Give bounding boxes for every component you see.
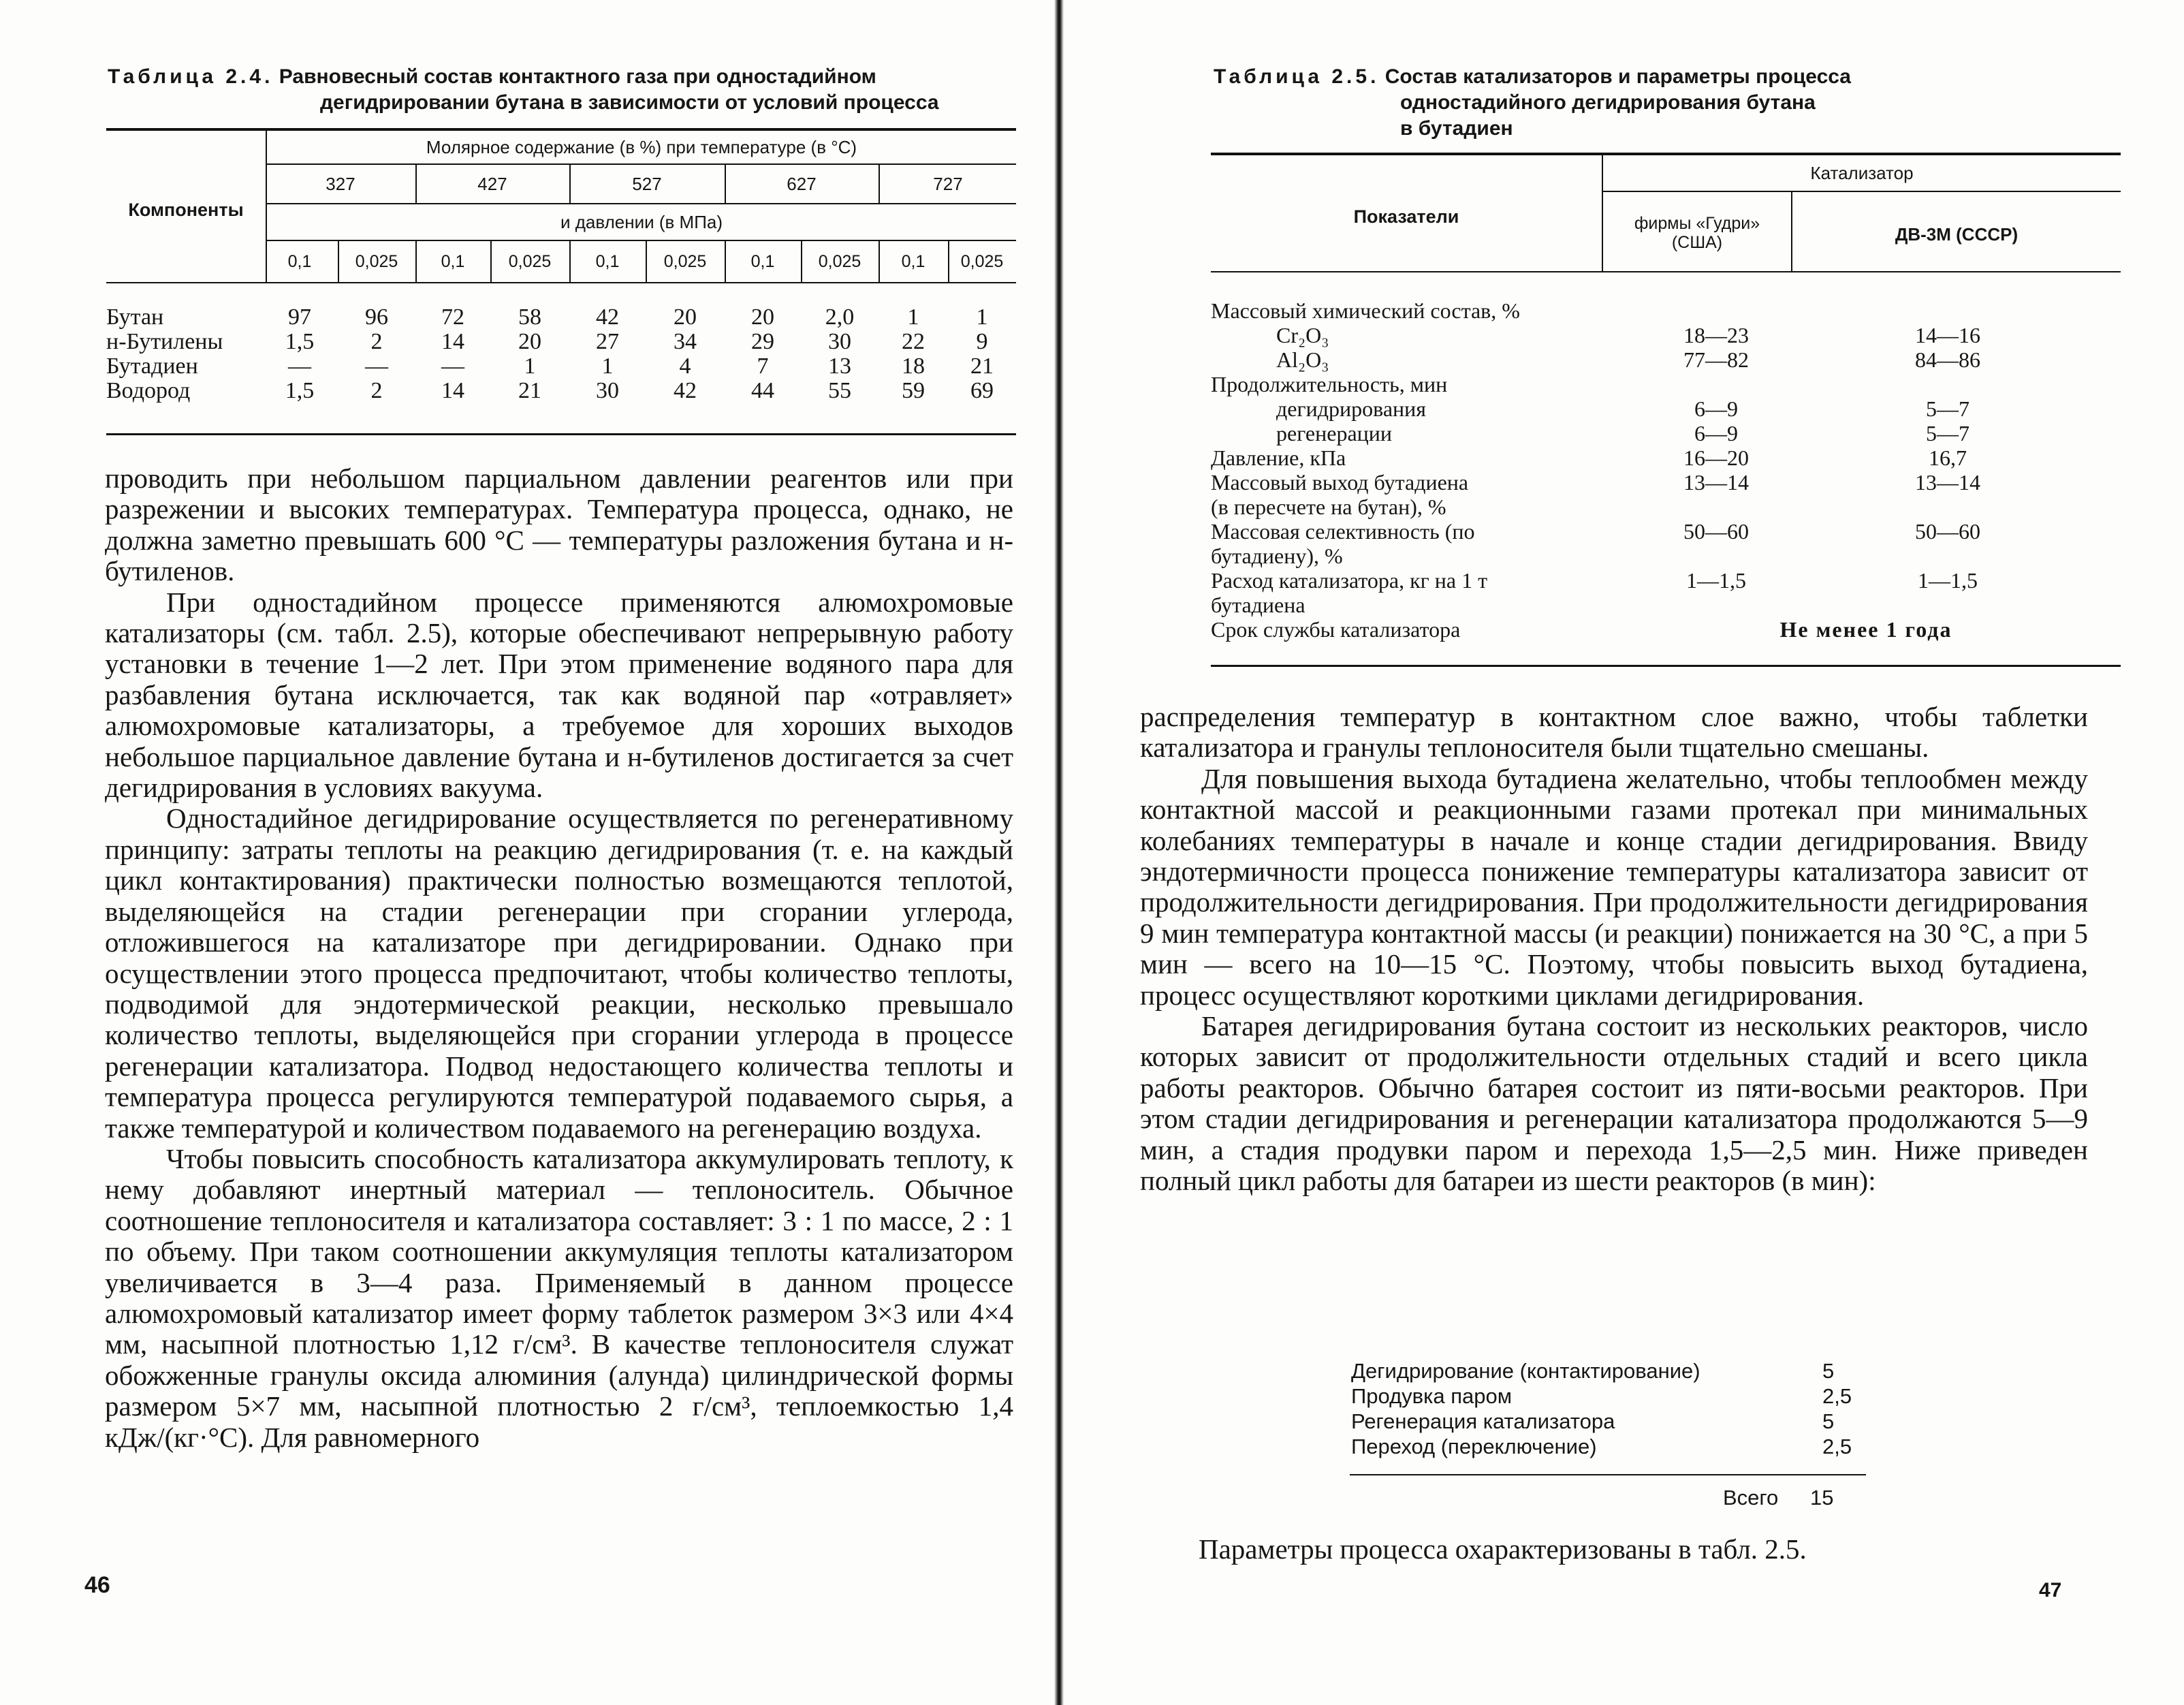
table-2-4-cell: 72: [441, 304, 464, 330]
table-2-5-bottom-rule: [1211, 665, 2121, 667]
table-2-4-cell: 1,5: [285, 378, 315, 403]
table-2-5-cell: 1—1,5: [1686, 568, 1746, 593]
table-2-5-row-label: Расход катализатора, кг на 1 т: [1211, 568, 1488, 593]
cycle-stage-value: 2,5: [1822, 1384, 1852, 1408]
table-2-4-header-pressure: и давлении (в МПа): [560, 212, 723, 232]
paragraph: проводить при небольшом парциальном давлении реагентов или при разрежении и высоких температурах. Температура процесса, однако, не должна заметно превышать 600 °С — температуры разложения бутана и н-бутиленов.: [105, 463, 1013, 587]
table-2-5-row-label: (в пересчете на бутан), %: [1211, 495, 1446, 519]
table-2-4-cell: —: [441, 354, 464, 379]
table-2-5-caption-line2: одностадийного дегидрирования бутана: [1400, 91, 1816, 114]
table-2-4-cell: 2: [370, 329, 383, 354]
table-2-4-cell: 44: [751, 378, 774, 403]
table-2-4-col-rule: [879, 163, 880, 203]
table-2-4-caption: [108, 64, 1020, 116]
table-2-4-header-molar: Молярное содержание (в %) при температуре (в °С): [426, 137, 857, 157]
pressure-header: 0,1: [287, 252, 312, 271]
table-2-5-cell: 16—20: [1683, 445, 1749, 470]
cycle-total-rule: [1350, 1474, 1866, 1475]
table-2-4-rule: [267, 203, 1016, 204]
table-2-5-cell: 50—60: [1683, 519, 1749, 544]
temperature-header: 627: [787, 174, 817, 194]
cycle-stage-label: Регенерация катализатора: [1351, 1409, 1615, 1433]
temperature-header: 427: [477, 174, 507, 194]
table-2-4-rule: [267, 163, 1016, 165]
table-2-4-cell: 4: [679, 354, 691, 379]
table-2-4-cell: 34: [674, 329, 697, 354]
table-2-5-row-label: Продолжительность, мин: [1211, 372, 1448, 396]
table-2-4-col-rule: [415, 163, 417, 203]
table-2-4-cell: 27: [596, 329, 619, 354]
table-2-5-cell: 13—14: [1915, 470, 1980, 495]
table-2-5-cell: 16,7: [1929, 445, 1967, 470]
temperature-header: 327: [326, 174, 355, 194]
table-2-4-col-rule: [490, 240, 492, 283]
table-2-5-top-rule: [1211, 153, 2121, 155]
temperature-header: 727: [933, 174, 963, 194]
table-2-5-row-label: Cr₂O₃: [1276, 323, 1329, 347]
table-2-4-col-rule: [569, 163, 571, 203]
table-2-4-cell: 22: [902, 329, 925, 354]
paragraph: При одностадийном процессе применяются алюмохромовые катализаторы (см. табл. 2.5), которые обеспечивают непрерывную работу установки в течение 1—2 лет. При этом применение водяного пара для разбавления бутана исключается, так как водяной пар «отравляет» алюмохромовые катализаторы, а требуемое для хороших выходов небольшое парциальное давление бутана и н-бутиленов достигается за счет дегидрирования в условиях вакуума.: [105, 586, 1013, 804]
table-2-4-cell: 2: [370, 378, 383, 403]
table-2-5-cell: 1—1,5: [1918, 568, 1978, 593]
table-2-4-cell: 1: [907, 304, 919, 330]
table-2-5-row-label: регенерации: [1276, 421, 1393, 445]
table-2-4-cell: —: [288, 354, 311, 379]
table-2-4-cell: 59: [902, 378, 925, 403]
table-2-5-cell: 14—16: [1915, 323, 1980, 347]
table-2-5-cell: 6—9: [1694, 396, 1738, 421]
table-2-4-cell: 42: [596, 304, 619, 330]
table-2-5-caption-line3: в бутадиен: [1400, 117, 1513, 140]
table-2-4-cell: 14: [441, 378, 464, 403]
table-2-4-col-rule: [338, 240, 339, 283]
table-2-5-row-label: Массовый выход бутадиена: [1211, 470, 1469, 495]
table-2-5-row-label: Массовая селективность (по: [1211, 519, 1475, 544]
table-2-5-row-label: Срок службы катализатора: [1211, 617, 1461, 642]
table-2-4-col-rule: [569, 240, 571, 283]
right-page-body-text: [1140, 702, 2088, 1197]
table-2-5-row-label: Массовый химический состав, %: [1211, 298, 1520, 323]
table-2-4-col-rule: [725, 240, 726, 283]
right-page: [1062, 0, 2184, 1705]
table-2-5-cell: 18—23: [1683, 323, 1749, 347]
table-2-4-cell: 20: [674, 304, 697, 330]
page-number-left: 46: [84, 1572, 110, 1598]
table-2-4-top-rule: [106, 128, 1016, 131]
table-2-5-label: Таблица 2.5.: [1214, 65, 1380, 88]
table-2-5-cell: 50—60: [1915, 519, 1980, 544]
temperature-header: 527: [632, 174, 662, 194]
pressure-header: 0,1: [750, 252, 775, 271]
table-2-4-cell: 2,0: [825, 304, 855, 330]
table-2-4-cell: 7: [757, 354, 769, 379]
pressure-header: 0,1: [901, 252, 925, 271]
table-2-4-cell: 58: [518, 304, 541, 330]
table-2-5-header-gudri: фирмы «Гудри» (США): [1634, 214, 1760, 252]
table-2-4-cell: 1: [601, 354, 614, 379]
paragraph: Одностадийное дегидрирование осуществляется по регенеративному принципу: затраты теплоты на реакцию дегидрирования (т. е. на каждый цикл контактирования) практически полностью возмещаются теплотой, выделяющейся на стадии регенерации при сгорании углерода, отложившегося на катализаторе при дегидрировании. Однако при осуществлении этого процесса предпочитают, чтобы количество теплоты, подводимой для эндотермической реакции, несколько превышало количество теплоты, выделяющейся при сгорании углерода в процессе регенерации катализатора. Подвод недостающего количества теплоты и температура процесса регулируются температурой подаваемого сырья, а также температурой и количеством подаваемого на регенерацию воздуха.: [105, 802, 1013, 1144]
table-2-5-cell: 13—14: [1683, 470, 1749, 495]
table-2-5-cell: 77—82: [1683, 347, 1749, 372]
table-2-4-cell: 20: [751, 304, 774, 330]
table-2-4-col-rule: [801, 240, 802, 283]
cycle-stage-value: 5: [1822, 1359, 1835, 1383]
table-2-5-row-label: дегидрирования: [1276, 396, 1426, 421]
page-number-right: 47: [2039, 1579, 2062, 1601]
table-2-5-cell: 6—9: [1694, 421, 1738, 445]
table-2-5-header-indicators: Показатели: [1353, 206, 1459, 227]
table-2-4-label: Таблица 2.4.: [108, 65, 274, 88]
table-2-4-cell: 69: [970, 378, 994, 403]
table-2-4-bottom-rule: [106, 433, 1016, 435]
table-2-4-cell: 20: [518, 329, 541, 354]
paragraph: Чтобы повысить способность катализатора аккумулировать теплоту, к нему добавляют инертный материал — теплоноситель. Обычное соотношение теплоносителя и катализатора составляет: 3 : 1 по массе, 2 : 1 по объему. При таком соотношении аккумуляция теплоты катализатором увеличивается в 3—4 раза. Применяемый в данном процессе алюмохромовый катализатор имеет форму таблеток размером 3×3 или 4×4 мм, насыпной плотностью 1,12 г/см³. В качестве теплоносителя служат обожженные гранулы оксида алюминия (алунда) цилиндрической формы размером 5×7 мм, насыпной плотностью 2 г/см³, теплоемкостью 1,4 кДж/(кг·°С). Для равномерного: [105, 1142, 1013, 1453]
paragraph: распределения температур в контактном слое важно, чтобы таблетки катализатора и гранулы теплоносителя были тщательно смешаны.: [1140, 701, 2088, 764]
table-2-4-cell: 42: [674, 378, 697, 403]
table-2-4-cell: 14: [441, 329, 464, 354]
pressure-header: 0,025: [508, 252, 552, 271]
table-2-4-cell: 21: [518, 378, 541, 403]
table-2-5-cell: 5—7: [1926, 421, 1969, 445]
table-2-4-caption-line2: дегидрировании бутана в зависимости от условий процесса: [320, 91, 939, 114]
table-2-4-row-label: Бутан: [106, 304, 164, 330]
table-2-4-header-component: Компоненты: [128, 200, 244, 220]
paragraph: Для повышения выхода бутадиена желательно, чтобы теплообмен между контактной массой и реакционными газами протекал при минимальных колебаниях температуры в начале и конце стадии дегидрирования. Ввиду эндотермичности процесса понижение температуры катализатора зависит от продолжительности дегидрирования. При продолжительности дегидрирования 9 мин температура контактной массы (и реакции) понижается на 30 °С, а при 5 мин — всего на 10—15 °С. Поэтому, чтобы повысить выход бутадиена, процесс осуществляют короткими циклами дегидрирования.: [1140, 762, 2088, 1011]
table-2-5-header-bottom-rule: [1211, 271, 2121, 272]
table-2-4-col-rule: [646, 240, 647, 283]
table-2-4-cell: 97: [288, 304, 311, 330]
table-2-4-cell: 96: [365, 304, 388, 330]
table-2-5-row-label: бутадиена: [1211, 593, 1305, 617]
table-2-5-row-label: Al₂O₃: [1276, 347, 1329, 372]
cycle-total-value: 15: [1810, 1486, 1834, 1510]
cycle-stage-value: 5: [1822, 1409, 1835, 1433]
table-2-4-rule: [267, 240, 1016, 241]
table-2-4-cell: 29: [751, 329, 774, 354]
cycle-stage-label: Дегидрирование (контактирование): [1351, 1359, 1700, 1383]
pressure-header: 0,025: [960, 252, 1004, 271]
table-2-5-caption-line1: Состав катализаторов и параметры процесса: [1384, 65, 1851, 88]
table-2-4-cell: 21: [970, 354, 994, 379]
table-2-5-header-dv3m: ДВ-3М (СССР): [1895, 224, 2019, 245]
table-2-4-row-label: Бутадиен: [106, 354, 198, 379]
table-2-5-header-catalyst: Катализатор: [1810, 163, 1914, 183]
table-2-4-cell: 13: [828, 354, 851, 379]
cycle-stage-label: Переход (переключение): [1351, 1435, 1597, 1458]
pressure-header: 0,025: [355, 252, 398, 271]
table-2-4-caption-line1: Равновесный состав контактного газа при одностадийном: [279, 65, 876, 88]
table-2-5-row-label: Давление, кПа: [1211, 445, 1346, 470]
pressure-header: 0,025: [818, 252, 861, 271]
table-2-4-cell: 18: [902, 354, 925, 379]
table-2-4-cell: —: [365, 354, 388, 379]
table-2-4-cell: 30: [596, 378, 619, 403]
table-2-5-cell: Не менее 1 года: [1779, 617, 1952, 642]
table-2-5-cell: 84—86: [1915, 347, 1980, 372]
table-2-4-cell: 1: [524, 354, 536, 379]
table-2-5-rule: [1603, 191, 2121, 192]
table-2-4-cell: 1: [976, 304, 988, 330]
pressure-header: 0,1: [441, 252, 465, 271]
table-2-4-cell: 1,5: [285, 329, 315, 354]
table-2-5-cell: 5—7: [1926, 396, 1969, 421]
cycle-total-label: Всего: [1723, 1486, 1779, 1510]
paragraph: Батарея дегидрирования бутана состоит из нескольких реакторов, число которых зависит от продолжительности отдельных стадий и всего цикла работы реакторов. Обычно батарея состоит из пяти-восьми реакторов. При этом стадии дегидрирования и регенерации катализатора продолжаются 5—9 мин, а стадия продувки паром и перехода 1,5—2,5 мин. Ниже приведен полный цикл работы для батареи из шести реакторов (в мин):: [1140, 1010, 2088, 1197]
table-2-4-row-label: Водород: [106, 378, 191, 403]
table-2-5-row-label: бутадиену), %: [1211, 544, 1343, 568]
table-2-4-cell: 30: [828, 329, 851, 354]
table-2-5-caption: [1214, 64, 2099, 142]
left-page-body-text: [105, 463, 1013, 1453]
cycle-stage-value: 2,5: [1822, 1435, 1852, 1458]
pressure-header: 0,025: [663, 252, 707, 271]
closing-line: Параметры процесса охарактеризованы в табл. 2.5.: [1199, 1533, 1807, 1565]
table-2-4-row-label: н-Бутилены: [106, 329, 223, 354]
table-2-4-col-rule: [725, 163, 726, 203]
cycle-stage-label: Продувка паром: [1351, 1384, 1513, 1408]
table-2-4-cell: 55: [828, 378, 851, 403]
left-page: [0, 0, 1056, 1705]
table-2-4-col-rule: [415, 240, 417, 283]
pressure-header: 0,1: [595, 252, 620, 271]
table-2-4-cell: 9: [976, 329, 988, 354]
